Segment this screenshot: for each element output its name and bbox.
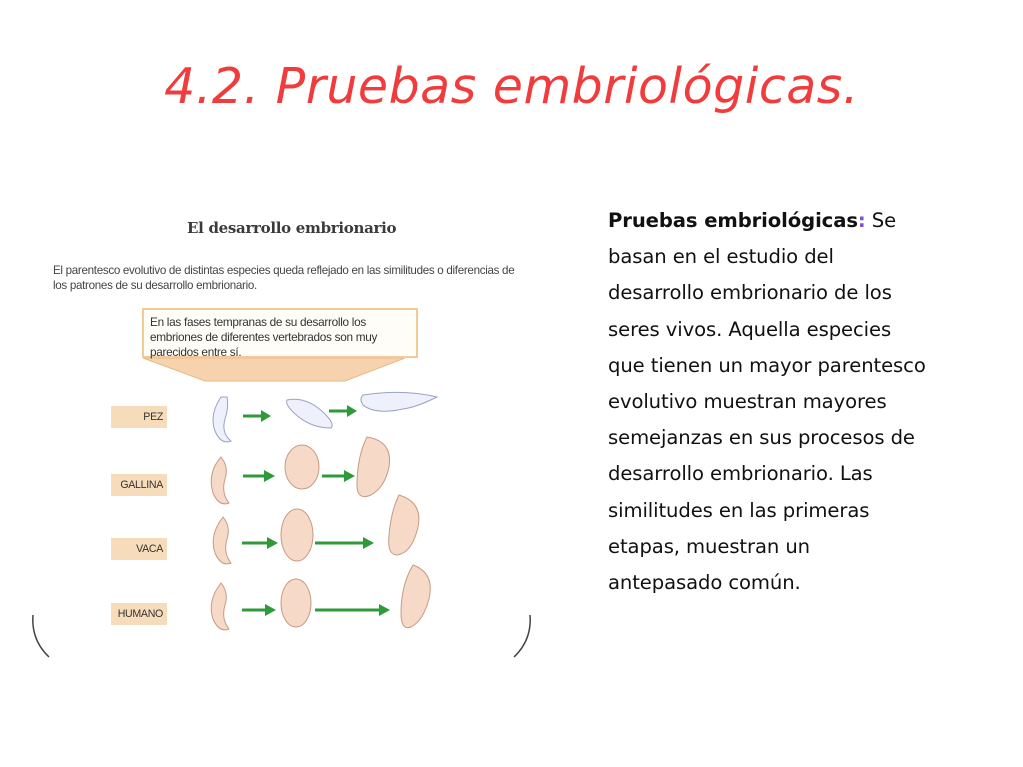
arrow-gallina-1 — [243, 470, 275, 482]
arrow-humano-1 — [242, 604, 276, 616]
explanation-line: desarrollo embrionario de los — [608, 281, 892, 305]
species-label-vaca: VACA — [111, 538, 167, 560]
slide-title: 4.2. Pruebas embriológicas. — [164, 58, 859, 115]
explanation-line: seres vivos. Aquella especies — [608, 317, 892, 341]
explanation-line: evolutivo muestran mayores — [608, 390, 887, 414]
figure-note: En las fases tempranas de su desarrollo los embriones de diferentes vertebrados son muy parecidos entre sí. — [142, 308, 418, 358]
arrow-humano-2 — [315, 604, 390, 616]
explanation-line: basan en el estudio del — [608, 245, 834, 269]
pez-embryo-mid — [287, 399, 333, 428]
arrow-pez-2 — [329, 405, 357, 417]
vaca-embryo-late — [389, 495, 419, 555]
humano-embryo-late — [401, 565, 430, 628]
pez-embryo-late — [361, 392, 437, 411]
gallina-embryo-early — [211, 457, 229, 504]
arrow-vaca-1 — [242, 537, 278, 549]
funnel-arrow — [143, 358, 405, 381]
explanation-line: similitudes en las primeras — [608, 498, 870, 522]
humano-embryo-early — [211, 583, 229, 630]
vaca-embryo-early — [213, 517, 231, 564]
left-bracket-curve — [33, 615, 49, 657]
species-label-humano: HUMANO — [111, 603, 167, 625]
explanation-line: antepasado común. — [608, 571, 801, 595]
row-vaca-embryos — [213, 495, 419, 564]
row-humano-embryos — [211, 565, 430, 630]
arrow-vaca-2 — [315, 537, 374, 549]
humano-embryo-mid — [281, 579, 311, 627]
explanation-line: que tienen un mayor parentesco — [608, 353, 926, 377]
explanation-line: semejanzas en sus procesos de — [608, 426, 915, 450]
species-label-pez: PEZ — [111, 406, 167, 428]
right-bracket-curve — [514, 615, 530, 657]
explanation-lead: Pruebas embriológicas — [608, 209, 858, 232]
species-label-gallina: GALLINA — [111, 474, 167, 496]
explanation-line-1 — [608, 203, 1003, 239]
explanation-line-text: Se — [865, 209, 897, 232]
vaca-embryo-mid — [281, 509, 313, 561]
explanation-line: etapas, muestran un — [608, 534, 810, 558]
gallina-embryo-mid — [285, 445, 319, 489]
row-gallina-embryos — [211, 437, 389, 504]
arrow-gallina-2 — [322, 470, 355, 482]
explanation-line: desarrollo embrionario. Las — [608, 462, 873, 486]
gallina-embryo-late — [357, 437, 390, 497]
figure-title: El desarrollo embrionario — [187, 219, 397, 237]
explanation-colon: : — [857, 209, 866, 232]
pez-embryo-early — [213, 397, 231, 442]
explanation-text — [608, 203, 1003, 601]
arrow-pez-1 — [243, 410, 271, 422]
embryo-development-figure — [25, 205, 540, 660]
figure-intro: El parentesco evolutivo de distintas especies queda reflejado en las similitudes o diferencias de los patrones de su desarrollo embrionario. — [53, 264, 515, 292]
